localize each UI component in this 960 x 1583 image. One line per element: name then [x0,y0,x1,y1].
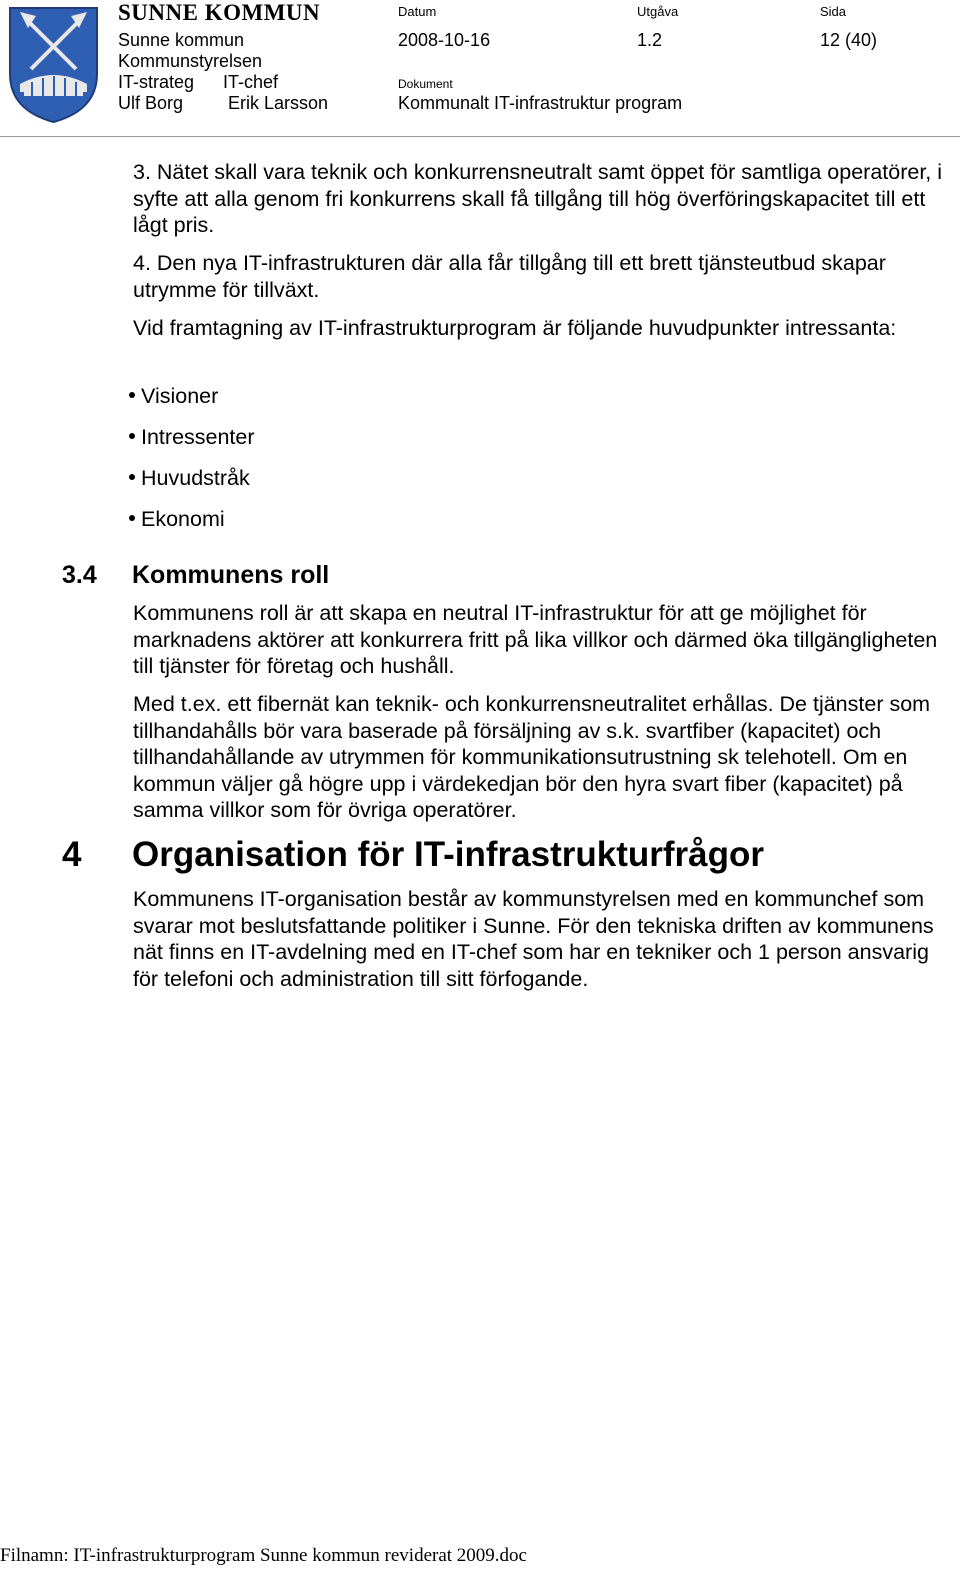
header-divider [0,136,960,137]
version-value: 1.2 [637,30,663,50]
intro-paragraph: Vid framtagning av IT-infrastrukturprogram är följande huvudpunkter intressanta: [133,316,897,340]
date-label: Datum [398,4,437,19]
organization-title: SUNNE KOMMUN [118,0,321,25]
organization-line: Sunne kommun [118,30,245,50]
author-role-2: IT-chef [223,72,279,92]
document-name: Kommunalt IT-infrastruktur program [398,93,683,113]
page-label: Sida [820,4,847,19]
section-3-4-paragraph-1: Kommunens roll är att skapa en neutral IT-infrastruktur för att ge möjlighet för marknadens aktörer att konkurrera fritt på lika villkor och därmed öka tillgängligheten till tjänster för företag och hushåll. [133,601,938,678]
department: Kommunstyrelsen [118,51,263,71]
section-title: Kommunens roll [132,561,330,589]
bullet-icon [129,433,135,439]
list-item-3: 3. Nätet skall vara teknik och konkurrensneutralt samt öppet för samtliga operatörer, i syfte att alla genom fri konkurrens skall få tillgång till hög överföringskapacitet till ett lågt pris. [133,160,943,237]
bullet-label: Huvudstråk [141,466,250,490]
bullet-item [129,383,218,409]
section-heading-3-4 [62,561,329,590]
bullet-icon [129,474,135,480]
section-3-4-paragraph-2: Med t.ex. ett fibernät kan teknik- och konkurrensneutralitet erhållas. De tjänster som tillhandahålls bör vara baserade på försäljning av s.k. svartfiber (kapacitet) och tillhandahållande av utrymmen för kommunikationsutrustning sk telehotell. Om en kommun väljer gå högre upp i värdekedjan bör den hyra svart fiber (kapacitet) på samma villkor som för övriga operatörer. [133,692,931,822]
bullet-icon [129,392,135,398]
date-value: 2008-10-16 [398,30,491,50]
document-label: Dokument [398,77,453,91]
chapter-heading-4 [62,835,764,875]
bullet-label: Intressenter [141,425,255,449]
author-name-2: Erik Larsson [228,93,329,113]
bullet-label: Visioner [141,384,219,408]
author-name-1: Ulf Borg [118,93,184,113]
page-footer-filename: Filnamn: IT-infrastrukturprogram Sunne kommun reviderat 2009.doc [0,1545,527,1566]
section-number: 3.4 [62,561,97,589]
bullet-icon [129,515,135,521]
bullet-item [129,465,250,491]
bullet-item [129,424,255,450]
bullet-label: Ekonomi [141,507,225,531]
version-label: Utgåva [637,4,679,19]
author-role-1: IT-strateg [118,72,195,92]
chapter-title: Organisation för IT-infrastrukturfrågor [132,835,764,874]
chapter-4-paragraph-1: Kommunens IT-organisation består av kommunstyrelsen med en kommunchef som svarar mot beslutsfattande politiker i Sunne. För den tekniska driften av kommunens nät finns en IT-avdelning med en IT-chef som har en tekniker och 1 person ansvarig för telefoni och administration till sitt förfogande. [133,887,934,991]
bullet-item [129,506,225,532]
coat-of-arms-logo [6,4,101,124]
page-number: 12 (40) [820,30,878,50]
chapter-number: 4 [62,835,82,874]
page-header [0,0,960,140]
list-item-4: 4. Den nya IT-infrastrukturen där alla får tillgång till ett brett tjänsteutbud skapar utrymme för tillväxt. [133,251,886,302]
